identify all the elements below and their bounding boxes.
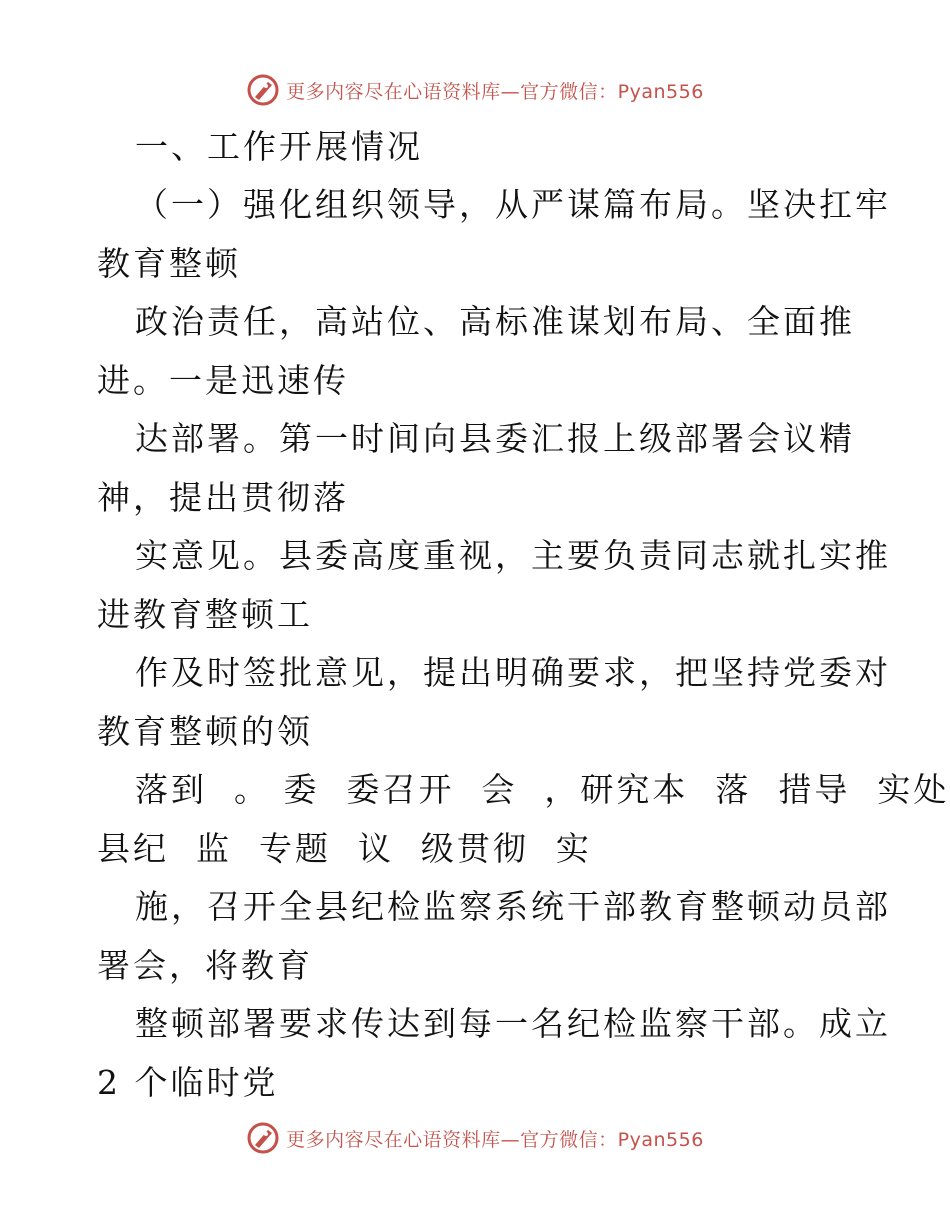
section-heading: 一、工作开展情况 <box>135 127 423 166</box>
paragraph-line: 进教育整顿工 <box>97 595 313 634</box>
paragraph-line: 2 个临时党 <box>97 1063 279 1102</box>
paragraph-line: 教育整顿的领 <box>97 712 313 751</box>
paragraph-line: 落到 。 委 委召开 会 ，研究本 落 措导 实处 <box>135 770 950 809</box>
paragraph-line: 施，召开全县纪检监察系统干部教育整顿动员部 <box>135 887 891 926</box>
paragraph-line: 教育整顿 <box>97 244 241 283</box>
paragraph-line: 署会，将教育 <box>97 946 313 985</box>
pen-nib-seal-icon <box>246 1121 280 1155</box>
header-banner-text: 更多内容尽在心语资料库—官方微信：Pyan556 <box>286 80 704 103</box>
paragraph-line: 神，提出贯彻落 <box>97 478 349 517</box>
paragraph-line: 达部署。第一时间向县委汇报上级部署会议精 <box>135 419 855 458</box>
paragraph-line: 实意见。县委高度重视，主要负责同志就扎实推 <box>135 536 891 575</box>
paragraph-line: （一）强化组织领导，从严谋篇布局。坚决扛牢 <box>135 185 891 224</box>
paragraph-line: 政治责任，高站位、高标准谋划布局、全面推 <box>135 302 855 341</box>
paragraph-line: 作及时签批意见，提出明确要求，把坚持党委对 <box>135 653 891 692</box>
paragraph-line: 县纪 监 专题 议 级贯彻 实 <box>97 829 592 868</box>
footer-banner-text: 更多内容尽在心语资料库—官方微信：Pyan556 <box>286 1128 704 1151</box>
paragraph-line: 整顿部署要求传达到每一名纪检监察干部。成立 <box>135 1004 891 1043</box>
paragraph-line: 进。一是迅速传 <box>97 361 349 400</box>
footer-banner <box>0 1118 950 1158</box>
